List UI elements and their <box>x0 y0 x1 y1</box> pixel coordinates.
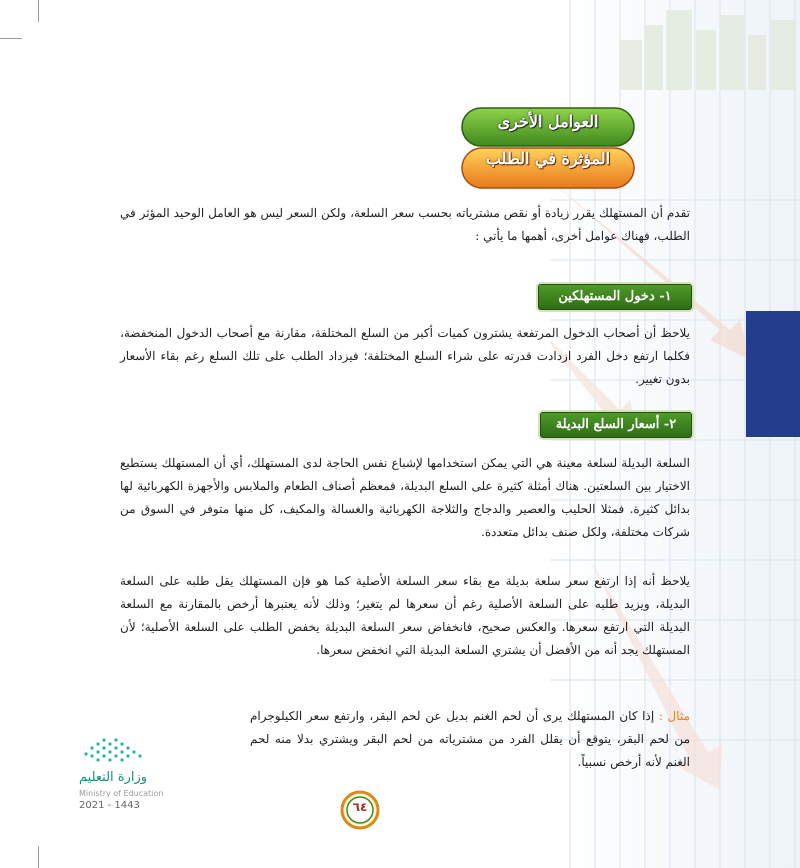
section2-paragraph1: السلعة البديلة لسلعة معينة هي التي يمكن استخدامها لإشباع نفس الحاجة لدى المستهلك، أي أن المستهلك يستطيع الاختيار بين السلعتين. هناك أمثلة كثيرة على السلع البديلة، فمعظم أصناف الطعام والملابس والأجهزة الكهربائية لها بدائل كثيرة. فمثلا الحليب والعصير والدجاج والثلاجة الكهربائية والغسالة والمكيف، كل منها متوفر في السوق من شركات مختلفة، ولكل صنف بدائل متعددة. <box>120 456 690 539</box>
section2-heading: ٢- أسعار السلع البديلة <box>540 412 692 438</box>
intro-paragraph: تقدم أن المستهلك يقرر زيادة أو نقص مشترياته بحسب سعر السلعة، ولكن السعر ليس هو العامل الوحيد المؤثر في الطلب، فهناك عوامل أخرى، أهمها ما يأتي : <box>120 206 690 243</box>
section2-paragraph2: يلاحظ أنه إذا ارتفع سعر سلعة بديلة مع بقاء سعر السلعة الأصلية كما هو فإن المستهلك يقل طلبه على السلعة البديلة، ويزيد طلبه على السلعة الأصلية رغم أن سعرها لم يتغير؛ وذلك لأنه يعتبرها أرخص بالمقارنة مع السلعة البديلة التي ارتفع سعرها. والعكس صحيح، فانخفاض سعر السلعة البديلة يخفض الطلب على السلعة الأصلية؛ لأن المستهلك يجد أنه من الأفضل أن يشتري السلعة البديلة التي انخفض سعرها. <box>120 574 690 657</box>
section1-paragraph: يلاحظ أن أصحاب الدخول المرتفعة يشترون كميات أكبر من السلع المختلفة، مقارنة مع أصحاب الدخول المنخفضة، فكلما ارتفع دخل الفرد ازدادت قدرته على شراء السلع المختلفة؛ فيزداد الطلب على تلك السلع رغم بقاء الأسعار بدون تغيير. <box>120 326 690 386</box>
section1-heading: ١- دخول المستهلكين <box>538 284 692 310</box>
crop-mark-top-left-h <box>0 38 22 39</box>
ministry-name-arabic: وزارة التعليم <box>79 770 148 785</box>
crop-mark-top-left <box>38 0 39 22</box>
example-paragraph <box>250 705 690 774</box>
crop-mark-bottom-left <box>38 846 39 868</box>
example-text: إذا كان المستهلك يرى أن لحم الغنم بديل عن لحم البقر، وارتفع سعر الكيلوجرام من لحم البقر، يتوقع أن يقلل الفرد من مشترياته من لحم البقر ويشتري بدلا منه لحم الغنم لأنه أرخص نسبياً. <box>250 709 690 769</box>
ministry-logo-icon <box>82 734 162 768</box>
chapter-tab <box>746 311 800 437</box>
example-label: مثال : <box>658 709 690 723</box>
page-title-line2: المؤثرة في الطلب <box>485 149 611 168</box>
edition-year: 2021 - 1443 <box>79 800 140 811</box>
page-title-line1: العوامل الأخرى <box>497 112 599 131</box>
page-number: ٦٤ <box>352 800 368 814</box>
ministry-name-english: Ministry of Education <box>79 789 164 798</box>
